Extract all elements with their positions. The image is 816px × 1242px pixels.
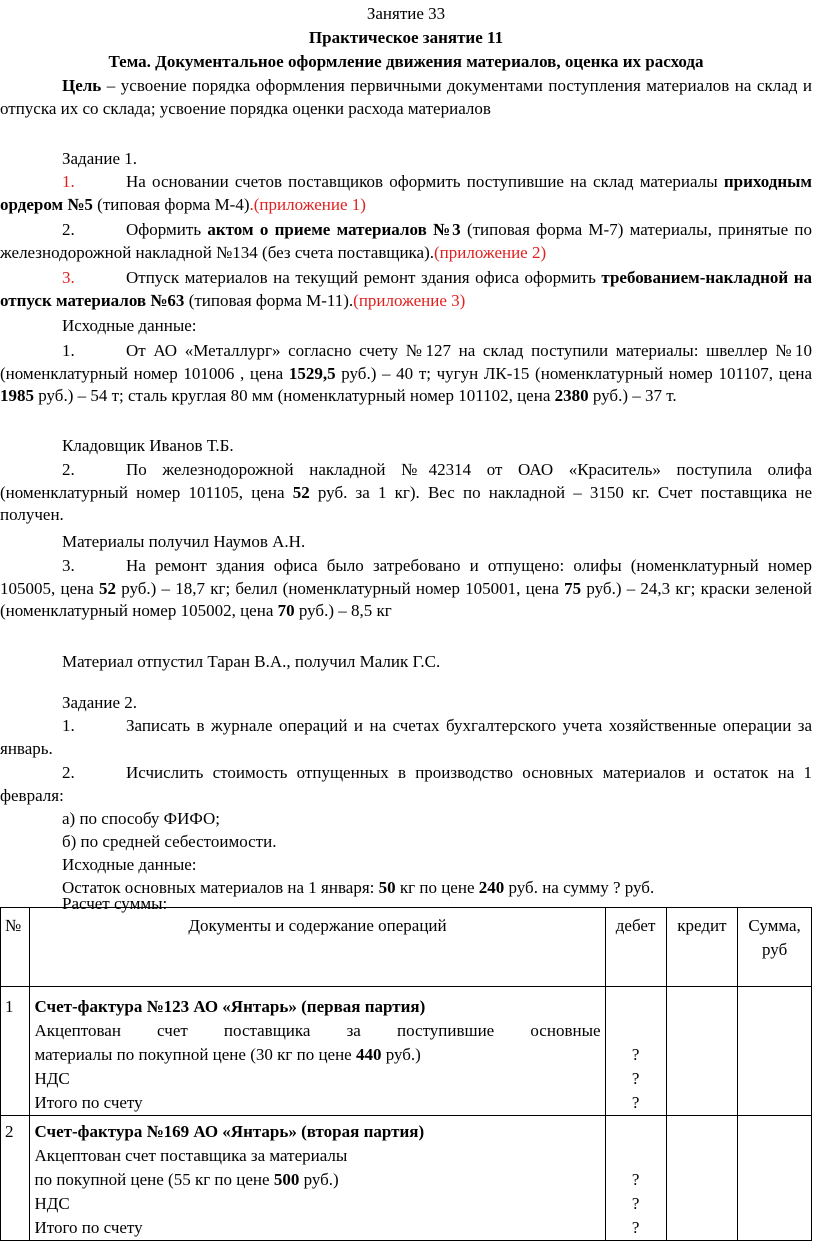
- task2-item-1: 1. Записать в журнале операций и на счетах бухгалтерского учета хозяйственные операции за январь.: [0, 716, 812, 758]
- header-documents: Документы и содержание операций: [30, 908, 605, 987]
- task1-data-2: 2. По железнодорожной накладной №42314 от ОАО «Краситель» поступила олифа (номенклатурный номер 101105, цена 52 руб. за 1 кг). Вес по накладной – 3150 кг. Счет поставщика не получен.: [0, 460, 812, 524]
- row-number: 1: [1, 987, 30, 1116]
- header-credit: кредит: [666, 908, 738, 987]
- calc-label: Расчет суммы:: [62, 894, 168, 913]
- header-debit: дебет: [605, 908, 666, 987]
- row-debit: ? ? ?: [605, 1116, 666, 1241]
- topic-heading: Тема. Документальное оформление движения материалов, оценка их расхода: [108, 52, 704, 71]
- task1-initial-data-label: Исходные данные:: [62, 316, 197, 335]
- row-credit: [666, 987, 738, 1116]
- calculation-table: [0, 907, 812, 1241]
- practical-title: Практическое занятие 11: [308, 28, 504, 47]
- header-sum: Сумма, руб: [738, 908, 812, 987]
- task1-title: Задание 1.: [62, 149, 137, 168]
- method-average: б) по средней себестоимости.: [62, 832, 277, 851]
- task1-item-1: 1. На основании счетов поставщиков оформить поступившие на склад материалы приходным ордером №5 (типовая форма М-4).(приложение 1): [0, 172, 812, 214]
- task1-data-3: 3. На ремонт здания офиса было затребовано и отпущено: олифы (номенклатурный номер 105005, цена 52 руб.) – 18,7 кг; белил (номенклатурный номер 105001, цена 75 руб.) – 24,3 кг; краски зеленой (номенклатурный номер 105002, цена 70 руб.) – 8,5 кг: [0, 556, 812, 620]
- lesson-number: Занятие 33: [366, 4, 446, 23]
- released-signature: Материал отпустил Таран В.А., получил Малик Г.С.: [62, 652, 441, 671]
- header-number: №: [1, 908, 30, 987]
- table-row: [1, 987, 812, 1116]
- row-debit: ? ? ?: [605, 987, 666, 1116]
- row-credit: [666, 1116, 738, 1241]
- method-fifo: а) по способу ФИФО;: [62, 809, 221, 828]
- row-sum: [738, 1116, 812, 1241]
- row-documents: Счет-фактура №123 АО «Янтарь» (первая партия) Акцептован счет поставщика за поступившие основные материалы по покупной цене (30 кг по цене 440 руб.) НДС Итого по счету: [30, 987, 605, 1116]
- row-number: 2: [1, 1116, 30, 1241]
- table-row: [1, 1116, 812, 1241]
- task1-item-3: 3. Отпуск материалов на текущий ремонт здания офиса оформить требованием-накладной на отпуск материалов №63 (типовая форма М-11).(приложение 3): [0, 268, 812, 310]
- storekeeper-signature: Кладовщик Иванов Т.Б.: [62, 436, 234, 455]
- opening-balance: Остаток основных материалов на 1 января: 50 кг по цене 240 руб. на сумму ? руб.: [62, 878, 655, 897]
- task1-item-2: 2. Оформить актом о приеме материалов №3 (типовая форма М-7) материалы, принятые по железнодорожной накладной №134 (без счета поставщика).(приложение 2): [0, 220, 812, 262]
- task2-title: Задание 2.: [62, 693, 137, 712]
- goal-paragraph: Цель – усвоение порядка оформления первичными документами поступления материалов на склад и отпуска их со склада; усвоение порядка оценки расхода материалов: [0, 76, 812, 118]
- received-signature: Материалы получил Наумов А.Н.: [62, 532, 306, 551]
- table-header-row: [1, 908, 812, 987]
- task2-initial-data-label: Исходные данные:: [62, 855, 197, 874]
- task1-data-1: 1. От АО «Металлург» согласно счету №127 на склад поступили материалы: швеллер №10 (номенклатурный номер 101006 , цена 1529,5 руб.) – 40 т; чугун ЛК-15 (номенклатурный номер 101107, цена 1985 руб.) – 54 т; сталь круглая 80 мм (номенклатурный номер 101102, цена 2380 руб.) – 37 т.: [0, 341, 812, 405]
- row-sum: [738, 987, 812, 1116]
- task2-item-2: 2. Исчислить стоимость отпущенных в производство основных материалов и остаток на 1 февраля:: [0, 763, 812, 805]
- row-documents: Счет-фактура №169 АО «Янтарь» (вторая партия) Акцептован счет поставщика за материалы по покупной цене (55 кг по цене 500 руб.) НДС Итого по счету: [30, 1116, 605, 1241]
